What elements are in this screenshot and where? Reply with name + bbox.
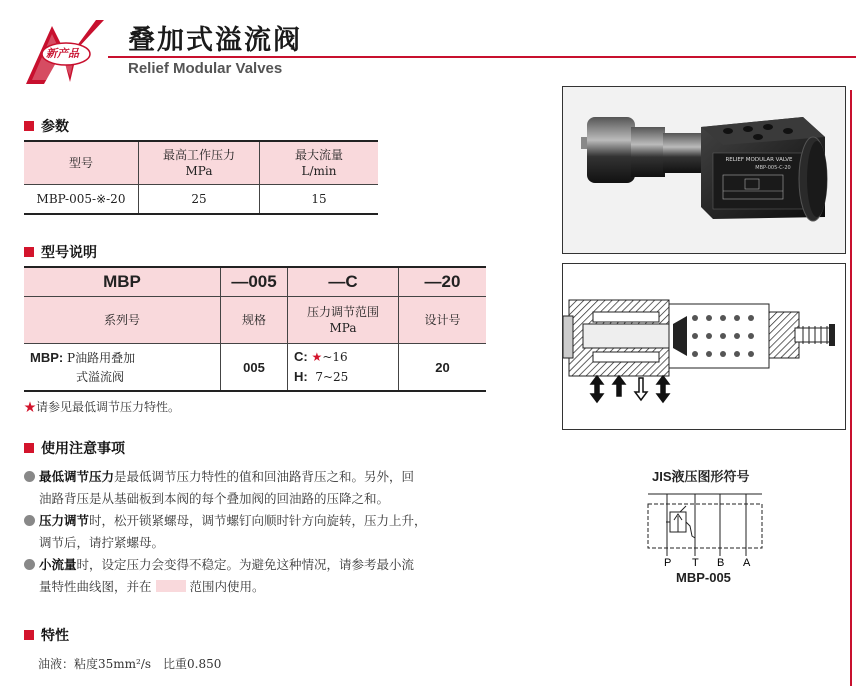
label-design: 设计号 <box>399 297 487 344</box>
header-flow: 最大流量 L/min <box>260 141 379 185</box>
code-size: —005 <box>221 267 288 297</box>
section-params-title: 参数 <box>41 119 69 135</box>
valve-photo-image <box>563 87 845 253</box>
header-pressure: 最高工作压力 MPa <box>139 141 260 185</box>
value-range: C: ★~16 H: 7~25 <box>288 344 399 392</box>
list-item: 最低调节压力是最低调节压力特性的值和回油路背压之和。另外，回 油路背压是从基础板到本阀的每个叠加阀的回油路的压降之和。 <box>24 466 504 510</box>
header-model: 型号 <box>24 141 139 185</box>
title-divider <box>108 56 856 58</box>
page-edge-bar <box>850 90 852 686</box>
section-model-title: 型号说明 <box>41 245 97 261</box>
list-item: 小流量时，设定压力会变得不稳定。为避免这种情况，请参考最小流 量特性曲线图，并在 范围内使用。 <box>24 554 504 598</box>
model-note-text: 请参见最低调节压力特性。 <box>36 400 181 414</box>
flow-arrows <box>591 376 669 402</box>
bullet-icon <box>24 515 35 526</box>
star-icon: ★ <box>24 400 37 414</box>
section-model <box>24 242 97 262</box>
usage-list <box>24 466 504 598</box>
page-subtitle: Relief Modular Valves <box>128 60 283 77</box>
list-item: 压力调节时，松开锁紧螺母，调节螺钉向顺时针方向旋转，压力上升， 调节后，请拧紧螺母。 <box>24 510 504 554</box>
oil-spec: 油液：粘度35mm²/s 比重0.850 <box>38 657 222 671</box>
section-square-icon <box>24 630 34 640</box>
port-a-label: A <box>743 557 751 569</box>
model-value-row <box>24 344 486 392</box>
logo-text: 新产品 <box>46 47 79 60</box>
table-header-row <box>24 141 378 185</box>
port-t-label: T <box>692 557 699 569</box>
plate-model: MBP-005-C-20 <box>755 165 791 171</box>
valve-section-image <box>563 264 845 429</box>
value-size: 005 <box>221 344 288 392</box>
label-size: 规格 <box>221 297 288 344</box>
label-series: 系列号 <box>24 297 221 344</box>
code-series: MBP <box>24 267 221 297</box>
section-usage-title: 使用注意事项 <box>41 441 125 457</box>
model-note <box>24 398 180 415</box>
plate-title: RELIEF MODULAR VALVE <box>725 157 793 163</box>
params-table <box>24 140 378 215</box>
section-usage <box>24 438 125 458</box>
star-icon: ★ <box>311 350 323 364</box>
port-p-label: P <box>664 557 672 569</box>
section-square-icon <box>24 121 34 131</box>
pink-range-swatch <box>156 580 186 592</box>
jis-model: MBP-005 <box>676 570 731 585</box>
model-label-row <box>24 297 486 344</box>
code-design: —20 <box>399 267 487 297</box>
section-params <box>24 116 69 136</box>
section-square-icon <box>24 247 34 257</box>
cell-pressure: 25 <box>139 185 260 215</box>
cell-model: MBP-005-※-20 <box>24 185 139 215</box>
label-range: 压力调节范围 MPa <box>288 297 399 344</box>
section-features <box>24 625 69 645</box>
section-square-icon <box>24 443 34 453</box>
table-row <box>24 185 378 215</box>
code-range: —C <box>288 267 399 297</box>
jis-title: JIS液压图形符号 <box>652 469 750 484</box>
section-drawing <box>562 263 846 430</box>
page-title: 叠加式溢流阀 <box>128 25 302 56</box>
port-b-label: B <box>717 557 725 569</box>
cell-flow: 15 <box>260 185 379 215</box>
bullet-icon <box>24 471 35 482</box>
value-series: MBP: P油路用叠加 式溢流阀 <box>24 344 221 392</box>
model-code-row <box>24 267 486 297</box>
product-photo <box>562 86 846 254</box>
bullet-icon <box>24 559 35 570</box>
section-features-title: 特性 <box>41 628 69 644</box>
value-design: 20 <box>399 344 487 392</box>
model-table <box>24 266 486 392</box>
